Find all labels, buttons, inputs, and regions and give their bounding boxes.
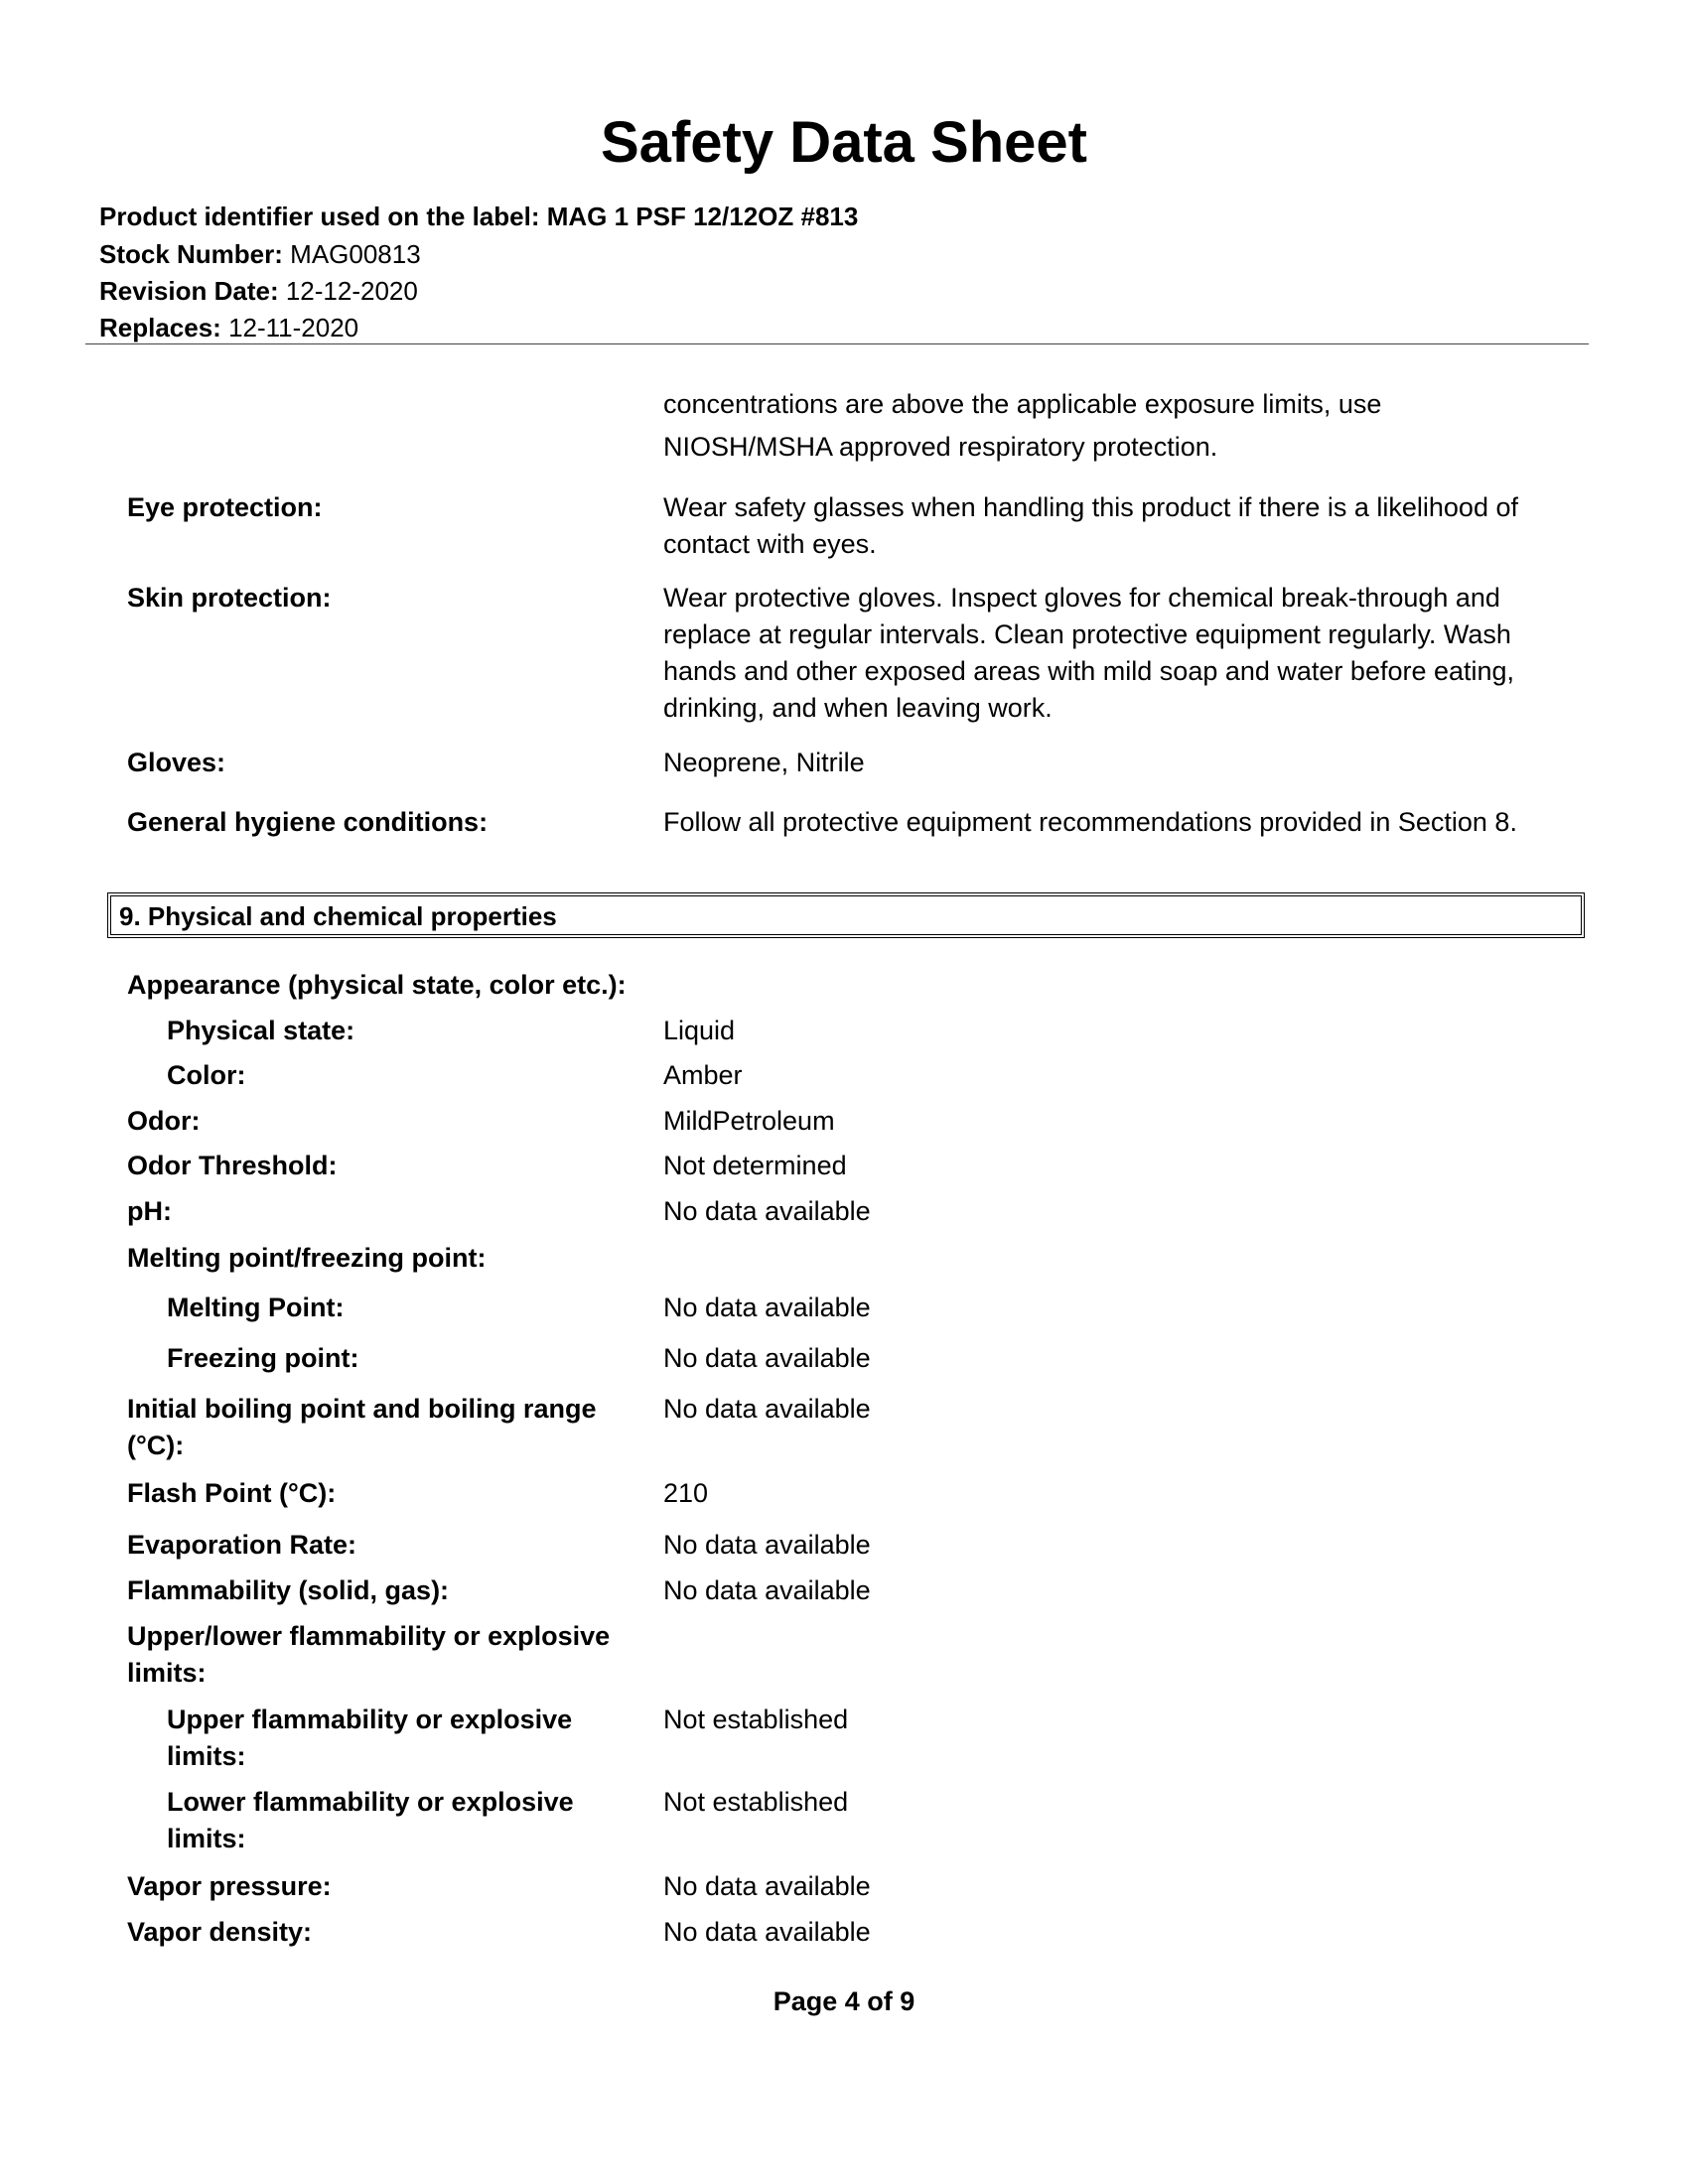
flash-point-label: Flash Point (°C): — [127, 1478, 337, 1508]
odor-threshold-label: Odor Threshold: — [127, 1151, 338, 1180]
product-identifier-label: Product identifier used on the label: — [99, 202, 540, 231]
melting-point-value: No data available — [663, 1293, 871, 1322]
hygiene-label: General hygiene conditions: — [127, 807, 489, 837]
respiratory-cont-line-1: concentrations are above the applicable exposure limits, use — [663, 389, 1382, 419]
vapor-density-value: No data available — [663, 1917, 871, 1947]
skin-protection-label: Skin protection: — [127, 583, 332, 613]
flash-point-value: 210 — [663, 1478, 709, 1508]
freezing-point-label: Freezing point: — [167, 1343, 359, 1373]
boiling-point-value: No data available — [663, 1394, 871, 1424]
melt-freeze-label: Melting point/freezing point: — [127, 1243, 487, 1273]
upper-limit-value: Not established — [663, 1705, 849, 1734]
odor-label: Odor: — [127, 1106, 201, 1136]
melting-point-label: Melting Point: — [167, 1293, 345, 1322]
gloves-label: Gloves: — [127, 748, 226, 777]
section-9-title: 9. Physical and chemical properties — [119, 901, 557, 931]
appearance-label: Appearance (physical state, color etc.): — [127, 970, 627, 1000]
respiratory-cont-line-2: NIOSH/MSHA approved respiratory protection. — [663, 432, 1218, 462]
revision-date — [99, 273, 418, 309]
product-identifier — [99, 199, 858, 234]
replaces-label: Replaces: — [99, 313, 221, 342]
gloves-value: Neoprene, Nitrile — [663, 748, 865, 777]
stock-number — [99, 236, 421, 272]
replaces-value: 12-11-2020 — [228, 313, 359, 342]
vapor-pressure-label: Vapor pressure: — [127, 1871, 332, 1901]
vapor-density-label: Vapor density: — [127, 1917, 313, 1947]
document-title: Safety Data Sheet — [601, 110, 1087, 175]
physical-state-value: Liquid — [663, 1016, 736, 1045]
color-value: Amber — [663, 1060, 743, 1090]
evaporation-rate-value: No data available — [663, 1530, 871, 1560]
revision-date-label: Revision Date: — [99, 276, 279, 306]
stock-number-label: Stock Number: — [99, 239, 283, 269]
revision-date-value: 12-12-2020 — [285, 276, 418, 306]
ph-label: pH: — [127, 1196, 172, 1226]
upper-limit-label: Upper flammability or explosive limits: — [167, 1705, 573, 1771]
lower-limit-label: Lower flammability or explosive limits: — [167, 1787, 574, 1853]
ph-value: No data available — [663, 1196, 871, 1226]
header-divider — [85, 343, 1589, 344]
lower-limit-value: Not established — [663, 1787, 849, 1817]
vapor-pressure-value: No data available — [663, 1871, 871, 1901]
product-identifier-value: MAG 1 PSF 12/12OZ #813 — [546, 202, 859, 231]
freezing-point-value: No data available — [663, 1343, 871, 1373]
physical-state-label: Physical state: — [167, 1016, 355, 1045]
odor-value: MildPetroleum — [663, 1106, 835, 1136]
hygiene-value: Follow all protective equipment recommendations provided in Section 8. — [663, 807, 1517, 837]
boiling-point-label: Initial boiling point and boiling range (°C): — [127, 1394, 597, 1460]
color-label: Color: — [167, 1060, 246, 1090]
flammability-label: Flammability (solid, gas): — [127, 1575, 450, 1605]
odor-threshold-value: Not determined — [663, 1151, 847, 1180]
eye-protection-value: Wear safety glasses when handling this product if there is a likelihood of contact with eyes. — [663, 492, 1518, 559]
evaporation-rate-label: Evaporation Rate: — [127, 1530, 357, 1560]
flammability-value: No data available — [663, 1575, 871, 1605]
skin-protection-value: Wear protective gloves. Inspect gloves for chemical break-through and replace at regular intervals. Clean protective equipment regularly. Wash hands and other exposed areas with mild soap and water before eating, drinking, and when leaving work. — [663, 583, 1515, 723]
replaces-date — [99, 310, 358, 345]
stock-number-value: MAG00813 — [290, 239, 421, 269]
page-number: Page 4 of 9 — [773, 1986, 915, 2016]
flammability-limits-label: Upper/lower flammability or explosive limits: — [127, 1621, 611, 1688]
eye-protection-label: Eye protection: — [127, 492, 323, 522]
